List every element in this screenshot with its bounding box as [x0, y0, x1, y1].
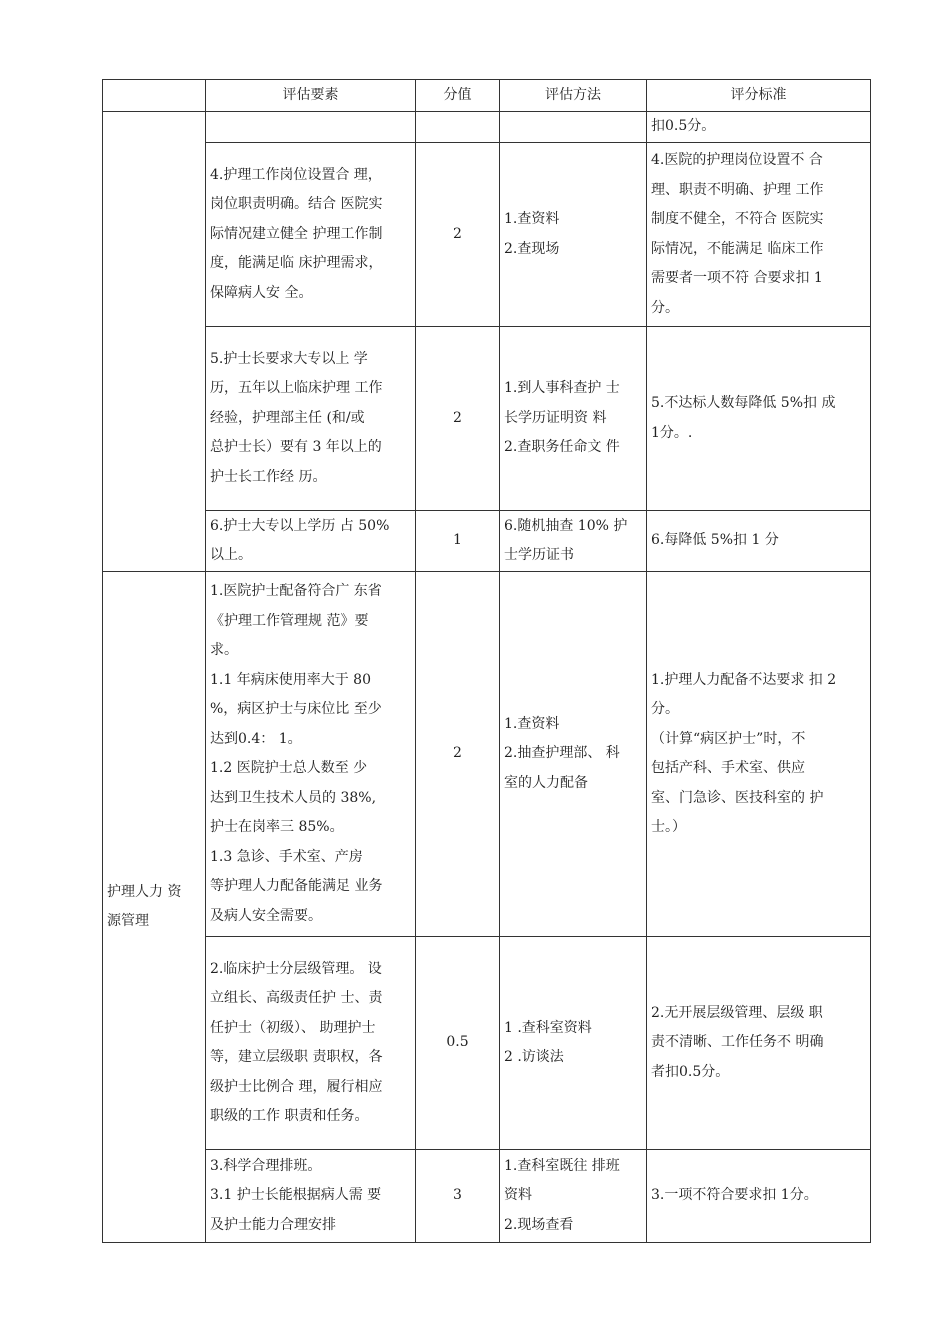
element-cell: 6.护士大专以上学历 占 50% 以上。: [206, 511, 416, 572]
method-cell: 1.查科室既往 排班 资料 2.现场查看: [500, 1150, 647, 1243]
method-cell: 1.到人事科查护 士 长学历证明资 料 2.查职务任命文 件: [500, 327, 647, 511]
table-row: [103, 937, 871, 1150]
evaluation-table: [102, 79, 871, 1243]
score-cell: 2: [416, 572, 500, 937]
score-cell: 2: [416, 143, 500, 327]
element-cell: 5.护士长要求大专以上 学 历，五年以上临床护理 工作 经验，护理部主任 (和/或 总护士长）要有 3 年以上的 护士长工作经 历。: [206, 327, 416, 511]
method-cell: [500, 112, 647, 143]
score-cell: 2: [416, 327, 500, 511]
header-score: 分值: [416, 80, 500, 112]
table-row: [103, 143, 871, 327]
header-standard: 评分标准: [647, 80, 871, 112]
header-blank: [103, 80, 206, 112]
table-row: [103, 511, 871, 572]
table-row: [103, 327, 871, 511]
element-cell: 3.科学合理排班。 3.1 护士长能根据病人需 要 及护士能力合理安排: [206, 1150, 416, 1243]
table-row: [103, 1150, 871, 1243]
standard-cell: 1.护理人力配备不达要求 扣 2 分。 （计算“病区护士”时，不 包括产科、手术室、供应 室、门急诊、医技科室的 护 士。）: [647, 572, 871, 937]
category-cell: [103, 112, 206, 572]
standard-cell: 2.无开展层级管理、层级 职 责不清晰、工作任务不 明确 者扣0.5分。: [647, 937, 871, 1150]
category-cell: 护理人力 资 源管理: [103, 572, 206, 1243]
method-cell: 1.查资料 2.抽查护理部、 科 室的人力配备: [500, 572, 647, 937]
table-row: [103, 572, 871, 937]
standard-cell: 3.一项不符合要求扣 1分。: [647, 1150, 871, 1243]
method-cell: 6.随机抽查 10% 护 士学历证书: [500, 511, 647, 572]
standard-cell: 5.不达标人数每降低 5%扣 成 1分。.: [647, 327, 871, 511]
element-cell: 2.临床护士分层级管理。 设 立组长、高级责任护 士、责 任护士（初级）、 助理护士 等，建立层级职 责职权，各 级护士比例合 理，履行相应 职级的工作 职责和任务。: [206, 937, 416, 1150]
method-cell: 1 .查科室资料 2 .访谈法: [500, 937, 647, 1150]
header-row: [103, 80, 871, 112]
standard-cell: 6.每降低 5%扣 1 分: [647, 511, 871, 572]
method-cell: 1.查资料 2.查现场: [500, 143, 647, 327]
standard-cell: 4.医院的护理岗位设置不 合 理、职责不明确、护理 工作 制度不健全，不符合 医院实 际情况，不能满足 临床工作 需要者一项不符 合要求扣 1 分。: [647, 143, 871, 327]
element-cell: [206, 112, 416, 143]
score-cell: 0.5: [416, 937, 500, 1150]
element-cell: 4.护理工作岗位设置合 理， 岗位职责明确。结合 医院实 际情况建立健全 护理工作制 度，能满足临 床护理需求， 保障病人安 全。: [206, 143, 416, 327]
header-method: 评估方法: [500, 80, 647, 112]
element-cell: 1.医院护士配备符合广 东省 《护理工作管理规 范》要 求。 1.1 年病床使用率大于 80 %，病区护士与床位比 至少 达到0.4： 1。 1.2 医院护士总人数至 少 达到卫生技术人员的 38%, 护士在岗率三 85%。 1.3 急诊、手术室、产房 等护理人力配备能满足 业务 及病人安全需要。: [206, 572, 416, 937]
header-element: 评估要素: [206, 80, 416, 112]
score-cell: 3: [416, 1150, 500, 1243]
score-cell: [416, 112, 500, 143]
score-cell: 1: [416, 511, 500, 572]
table-row: [103, 112, 871, 143]
standard-cell: 扣0.5分。: [647, 112, 871, 143]
